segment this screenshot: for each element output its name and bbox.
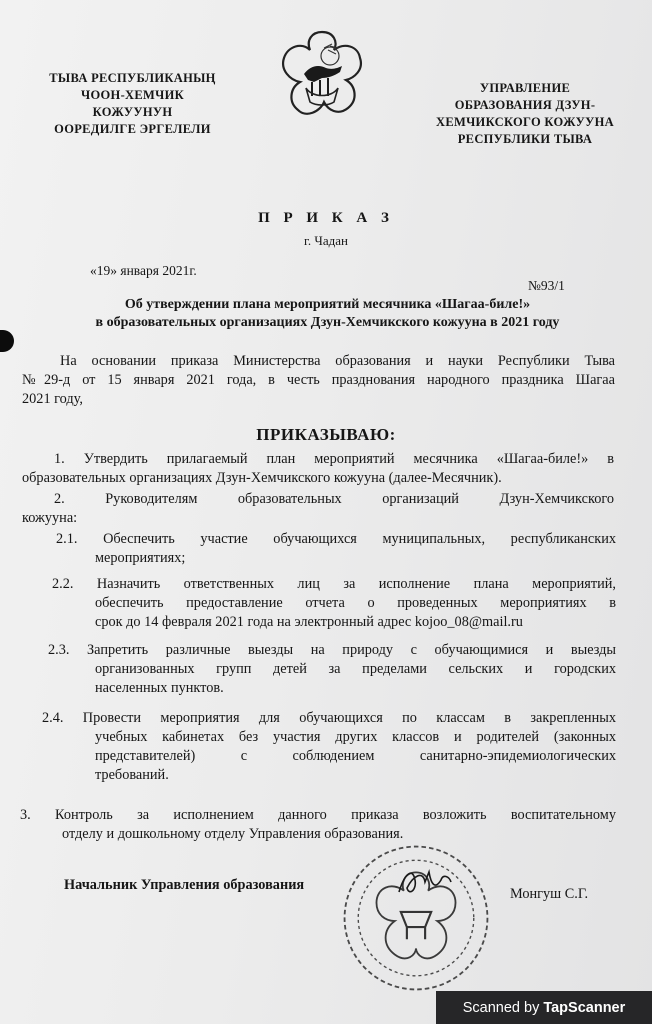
item-2-2-cont: срок до 14 февраля 2021 года на электронный адрес kojoo_08@mail.ru bbox=[95, 614, 523, 630]
item-2-cont: кожууна: bbox=[22, 510, 78, 526]
item-3-cont: отделу и дошкольному отделу Управления образования. bbox=[62, 826, 404, 842]
subject-line: в образовательных организациях Дзун-Хемчикского кожууна в 2021 году bbox=[95, 315, 560, 330]
header-left-line: КОЖУУНУН bbox=[92, 105, 173, 119]
document-city: г. Чадан bbox=[304, 233, 348, 248]
subject-line: Об утверждении плана мероприятий месячника «Шагаа-биле!» bbox=[124, 297, 531, 312]
item-2-3-cont: населенных пунктов. bbox=[95, 680, 224, 696]
item-1-cont: образовательных организациях Дзун-Хемчикского кожууна (далее-Месячник). bbox=[22, 470, 502, 486]
item-2-4-cont: учебных кабинетах без участия других классов и родителей (законных bbox=[95, 729, 616, 745]
item-2-3: 2.3. Запретить различные выезды на природу с обучающимися и выезды bbox=[48, 642, 616, 658]
item-2-3-cont: организованных групп детей за пределами сельских и городских bbox=[95, 661, 616, 677]
item-3: 3. Контроль за исполнением данного приказа возложить воспитательному bbox=[20, 807, 616, 823]
document-number: №93/1 bbox=[528, 278, 565, 293]
preamble-line: На основании приказа Министерства образования и науки Республики Тыва bbox=[60, 353, 615, 369]
header-left-line: ТЫВА РЕСПУБЛИКАНЫҢ bbox=[49, 71, 216, 85]
signature-name: Монгуш С.Г. bbox=[510, 886, 589, 902]
item-2-4-cont: требований. bbox=[95, 767, 169, 783]
item-2-1-cont: мероприятиях; bbox=[95, 550, 186, 566]
order-heading: ПРИКАЗЫВАЮ: bbox=[256, 425, 396, 444]
item-2-1: 2.1. Обеспечить участие обучающихся муниципальных, республиканских bbox=[56, 531, 616, 547]
handwritten-signature-icon bbox=[395, 862, 455, 902]
item-2-2: 2.2. Назначить ответственных лиц за исполнение плана мероприятий, bbox=[52, 576, 616, 592]
document-subject bbox=[40, 296, 615, 332]
preamble-line: 2021 году, bbox=[22, 391, 83, 407]
header-right-line: ОБРАЗОВАНИЯ ДЗУН- bbox=[454, 98, 596, 112]
item-2-4-cont: представителей) с соблюдением санитарно-эпидемиологических bbox=[95, 748, 616, 764]
header-left-line: ЧООН-ХЕМЧИК bbox=[81, 88, 184, 102]
header-right-line: РЕСПУБЛИКИ ТЫВА bbox=[457, 132, 593, 146]
item-2-4: 2.4. Провести мероприятия для обучающихся по классам в закрепленных bbox=[42, 710, 616, 726]
item-1: 1. Утвердить прилагаемый план мероприятий месячника «Шагаа-биле!» в bbox=[54, 451, 614, 467]
item-2-2-cont: обеспечить предоставление отчета о проведенных мероприятиях в bbox=[95, 595, 616, 611]
header-right-line: ХЕМЧИКСКОГО КОЖУУНА bbox=[436, 115, 614, 129]
header-right-russian bbox=[430, 80, 620, 148]
document-date: «19» января 2021г. bbox=[90, 263, 197, 278]
coat-of-arms-emblem-icon bbox=[272, 26, 372, 126]
header-left-line: ООРЕДИЛГЕ ЭРГЕЛЕЛИ bbox=[54, 122, 211, 136]
header-left-tuvan bbox=[30, 70, 235, 138]
document-title: П Р И К А З bbox=[258, 210, 394, 226]
watermark-brand: TapScanner bbox=[543, 999, 626, 1016]
preamble-line: №29-д от 15 января 2021 года, в честь празднования народного праздника Шагаа bbox=[22, 372, 615, 388]
item-2: 2. Руководителям образовательных организаций Дзун-Хемчикского bbox=[54, 491, 614, 507]
punch-hole-mark bbox=[0, 330, 14, 352]
header-right-line: УПРАВЛЕНИЕ bbox=[479, 81, 571, 95]
signature-position: Начальник Управления образования bbox=[64, 877, 305, 893]
scanner-watermark-badge bbox=[436, 991, 652, 1024]
watermark-prefix: Scanned by bbox=[462, 999, 540, 1016]
